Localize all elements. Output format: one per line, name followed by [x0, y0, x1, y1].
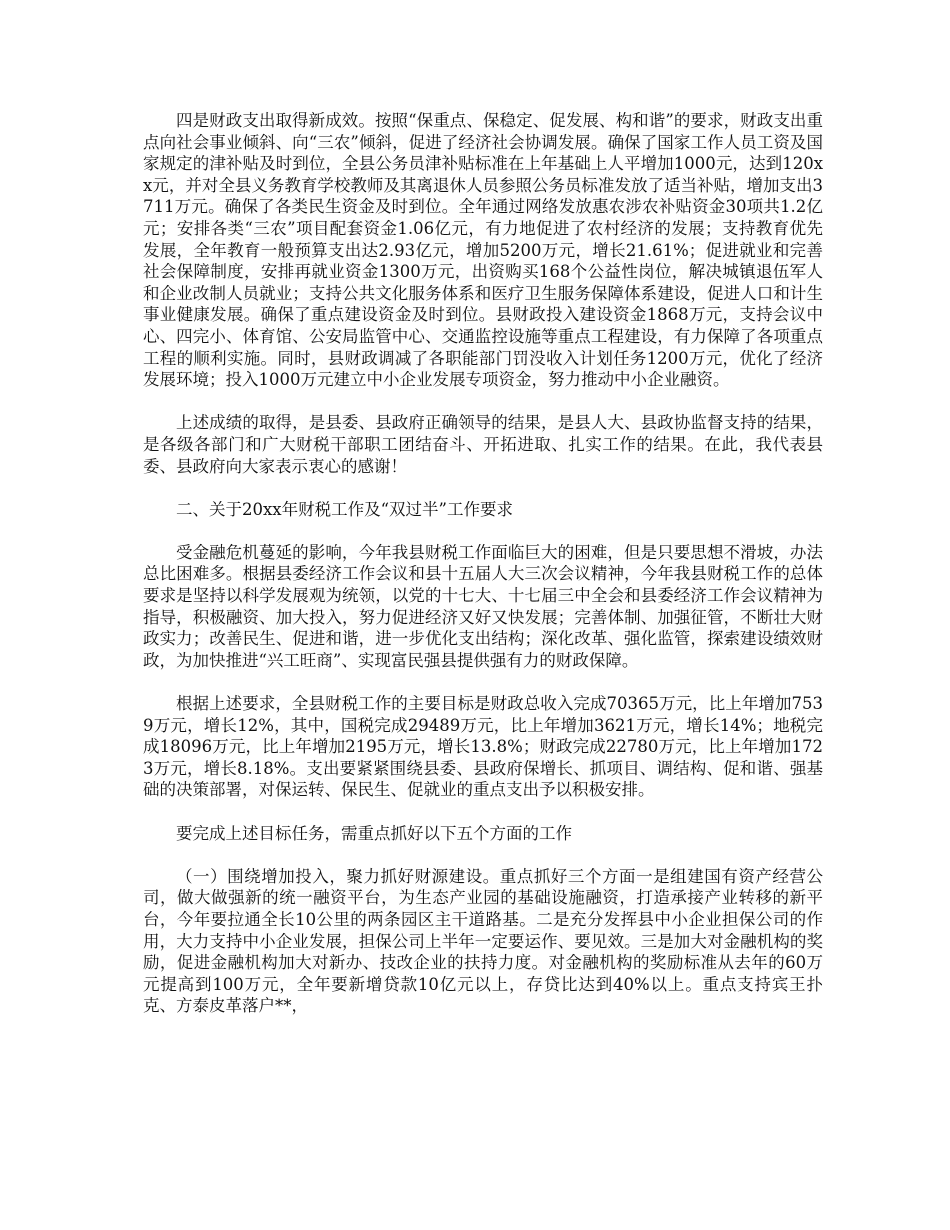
- paragraph-main-targets: 根据上述要求，全县财税工作的主要目标是财政总收入完成70365万元，比上年增加7539万元，增长12%，其中，国税完成29489万元，比上年增加3621万元，增长14%；地税完成18096万元，比上年增加2195万元，增长13.8%；财政完成22780万元，比上年增加1723万元，增长8.18%。支出要紧紧围绕县委、县政府保增长、抓项目、调结构、促和谐、强基础的决策部署，对保运转、保民生、促就业的重点支出予以积极安排。: [143, 694, 823, 800]
- document-body: [143, 110, 823, 1039]
- paragraph-fiscal-expenditure: 四是财政支出取得新成效。按照“保重点、保稳定、促发展、构和谐”的要求，财政支出重点向社会事业倾斜、向“三农”倾斜，促进了经济社会协调发展。确保了国家工作人员工资及国家规定的津补贴及时到位，全县公务员津补贴标准在上年基础上人平增加1000元，达到120xx元，并对全县义务教育学校教师及其离退休人员参照公务员标准发放了适当补贴，增加支出3711万元。确保了各类民生资金及时到位。全年通过网络发放惠农涉农补贴资金30项共1.2亿元；安排各类“三农”项目配套资金1.06亿元，有力地促进了农村经济的发展；支持教育优先发展，全年教育一般预算支出达2.93亿元，增加5200万元，增长21.61%；促进就业和完善社会保障制度，安排再就业资金1300万元，出资购买168个公益性岗位，解决城镇退伍军人和企业改制人员就业；支持公共文化服务体系和医疗卫生服务保障体系建设，促进人口和计生事业健康发展。确保了重点建设资金及时到位。县财政投入建设资金1868万元，支持会议中心、四完小、体育馆、公安局监管中心、交通监控设施等重点工程建设，有力保障了各项重点工程的顺利实施。同时，县财政调减了各职能部门罚没收入计划任务1200万元，优化了经济发展环境；投入1000万元建立中小企业发展专项资金，努力推动中小企业融资。: [143, 111, 823, 390]
- section-heading: 二、关于20xx年财税工作及“双过半”工作要求: [176, 499, 513, 519]
- paragraph-overall-requirements: 受金融危机蔓延的影响，今年我县财税工作面临巨大的困难，但是只要思想不滑坡，办法总比困难多。根据县委经济工作会议和县十五届人大三次会议精神，今年我县财税工作的总体要求是坚持以科学发展观为统领，以党的十七大、十七届三中全会和县委经济工作会议精神为指导，积极融资、加大投入，努力促进经济又好又快发展；完善体制、加强征管，不断壮大财政实力；改善民生、促进和谐，进一步优化支出结构；深化改革、强化监管，探索建设绩效财政，为加快推进“兴工旺商”、实现富民强县提供强有力的财政保障。: [143, 542, 823, 670]
- paragraph-acknowledgement: 上述成绩的取得，是县委、县政府正确领导的结果，是县人大、县政协监督支持的结果，是各级各部门和广大财税干部职工团结奋斗、开拓进取、扎实工作的结果。在此，我代表县委、县政府向大家表示衷心的感谢！: [143, 413, 823, 476]
- paragraph-five-aspects: 要完成上述目标任务，需重点抓好以下五个方面的工作: [176, 823, 572, 843]
- paragraph-revenue-building: （一）围绕增加投入，聚力抓好财源建设。重点抓好三个方面一是组建国有资产经营公司，做大做强新的统一融资平台，为生态产业园的基础设施融资，打造承接产业转移的新平台，今年要拉通全长10公里的两条园区主干道路基。二是充分发挥县中小企业担保公司的作用，大力支持中小企业发展，担保公司上半年一定要运作、要见效。三是加大对金融机构的奖励，促进金融机构加大对新办、技改企业的扶持力度。对金融机构的奖励标准从去年的60万元提高到100万元，全年要新增贷款10亿元以上，存贷比达到40%以上。重点支持宾王扑克、方泰皮革落户**，: [143, 866, 823, 1016]
